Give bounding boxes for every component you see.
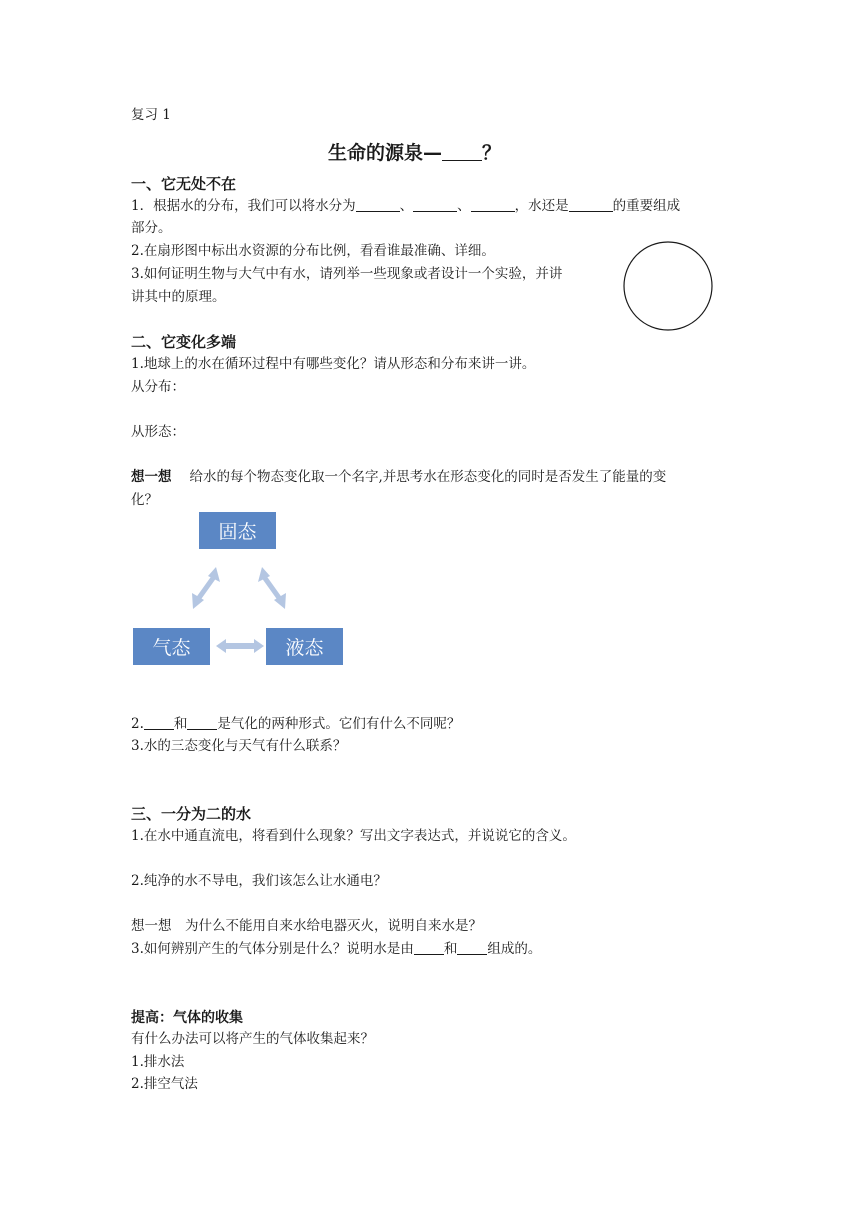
s2-think-cont: 化？ xyxy=(131,492,158,508)
page-title xyxy=(328,138,501,165)
think-text-a: 给水的每个物态变化取一个名字,并思考水在形态变化的同时是否发生了能量的变 xyxy=(189,469,667,485)
title-text: 生命的源泉— xyxy=(328,142,443,164)
blank xyxy=(356,197,400,212)
s1-q1-sep1: 、 xyxy=(399,198,414,214)
blank xyxy=(457,940,487,955)
title-blank xyxy=(442,146,482,161)
review-label: 复习 1 xyxy=(131,107,171,123)
blank xyxy=(414,940,444,955)
s2-q2-text-a: 2. xyxy=(131,716,144,732)
from-distribution-label: 从分布： xyxy=(131,379,185,395)
s1-question-1 xyxy=(131,195,680,217)
s3-question-3 xyxy=(131,938,541,960)
s2-question-1: 1.地球上的水在循环过程中有哪些变化？请从形态和分布来讲一讲。 xyxy=(131,356,536,372)
from-form-label: 从形态： xyxy=(131,424,185,440)
s4-method-1: 1.排水法 xyxy=(131,1054,185,1070)
blank xyxy=(187,715,217,730)
s3-think: 想一想 为什么不能用自来水给电器灭火，说明自来水是？ xyxy=(131,918,482,934)
s3-q3-text-b: 和 xyxy=(443,941,458,957)
state-solid-box: 固态 xyxy=(199,512,276,549)
section-4-heading: 提高：气体的收集 xyxy=(131,1010,243,1026)
s1-q1-text-a: 1．根据水的分布，我们可以将水分为 xyxy=(131,198,356,214)
blank xyxy=(569,197,613,212)
s3-question-1: 1.在水中通直流电，将看到什么现象？写出文字表达式，并说说它的含义。 xyxy=(131,828,576,844)
s3-q3-text-c: 组成的。 xyxy=(487,941,542,957)
s2-question-2 xyxy=(131,713,460,735)
section-2-heading: 二、它变化多端 xyxy=(131,333,237,351)
s2-q2-text-b: 和 xyxy=(173,716,188,732)
s3-question-2: 2.纯净的水不导电，我们该怎么让水通电？ xyxy=(131,873,387,889)
title-mark: ？ xyxy=(482,142,502,164)
section-3-heading: 三、一分为二的水 xyxy=(131,805,252,823)
s2-think xyxy=(131,466,666,488)
s2-q2-text-c: 是气化的两种形式。它们有什么不同呢？ xyxy=(217,716,461,732)
section-1-heading: 一、它无处不在 xyxy=(131,175,237,193)
s1-question-2: 2.在扇形图中标出水资源的分布比例，看看谁最准确、详细。 xyxy=(131,243,495,259)
think-label: 想一想 xyxy=(131,469,172,485)
blank xyxy=(144,715,174,730)
s1-q1-text-c: 的重要组成 xyxy=(612,198,681,214)
s4-method-2: 2.排空气法 xyxy=(131,1076,198,1092)
blank xyxy=(471,197,515,212)
blank xyxy=(413,197,457,212)
s1-question-3: 3.如何证明生物与大气中有水，请列举一些现象或者设计一个实验，并讲 xyxy=(131,266,563,282)
s3-q3-text-a: 3.如何辨别产生的气体分别是什么？说明水是由 xyxy=(131,941,414,957)
s2-question-3: 3.水的三态变化与天气有什么联系？ xyxy=(131,738,347,754)
pie-chart-circle xyxy=(622,240,714,332)
s1-q1-text-b: ，水还是 xyxy=(514,198,569,214)
s4-intro: 有什么办法可以将产生的气体收集起来？ xyxy=(131,1031,374,1047)
s1-q1-sep2: 、 xyxy=(457,198,471,214)
s1-question-1-cont: 部分。 xyxy=(131,220,172,236)
s1-question-3-cont: 讲其中的原理。 xyxy=(131,289,226,305)
state-gas-box: 气态 xyxy=(133,628,210,665)
state-arrows xyxy=(180,560,300,660)
state-liquid-box: 液态 xyxy=(266,628,343,665)
